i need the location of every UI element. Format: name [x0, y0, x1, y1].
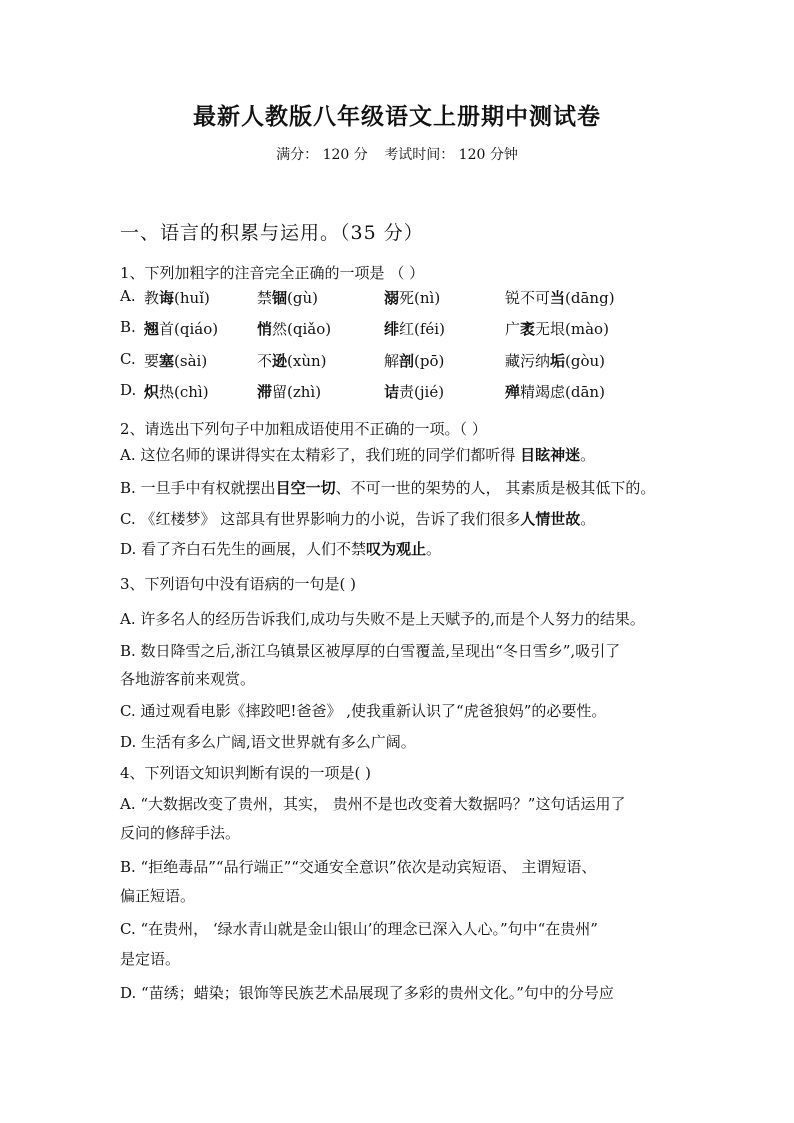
question-4-option-c: C. “在贵州， ‘绿水青山就是金山银山’的理念已深入人心。”句中“在贵州” [120, 920, 598, 938]
question-2-option-a: A. 这位名师的课讲得实在太精彩了，我们班的同学们都听得 目眩神迷。 [120, 446, 596, 464]
question-3-option-b-cont: 各地游客前来观赏。 [120, 670, 256, 688]
question-2-option-d: D. 看了齐白石先生的画展，人们不禁叹为观止。 [120, 540, 442, 558]
option-item: 滞留(zhì) [257, 383, 322, 401]
option-item: 绯红(féi) [384, 320, 445, 338]
question-4-option-d: D. “苗绣；蜡染；银饰等民族艺术品展现了多彩的贵州文化。”句中的分号应 [120, 984, 614, 1002]
option-label: D. [120, 381, 137, 399]
option-item: 溺死(nì) [384, 289, 441, 307]
question-4-option-b: B. “拒绝毒品”“品行端正”“交通安全意识”依次是动宾短语、 主谓短语、 [120, 858, 597, 876]
question-4-option-c-cont: 是定语。 [120, 950, 181, 968]
question-4-stem: 4、下列语文知识判断有误的一项是( ) [120, 764, 372, 782]
question-4-option-a-cont: 反问的修辞手法。 [120, 824, 241, 842]
option-item: 悄然(qiǎo) [257, 320, 332, 338]
option-item: 诘责(jié) [384, 383, 445, 401]
question-4-option-b-cont: 偏正短语。 [120, 887, 196, 905]
option-item: 藏污纳垢(gòu) [505, 352, 606, 370]
option-item: 殚精竭虑(dān) [505, 383, 605, 401]
option-label: B. [120, 318, 136, 336]
question-1-stem: 1、下列加粗字的注音完全正确的一项是 （ ） [120, 264, 425, 282]
option-item: 广袤无垠(mào) [505, 320, 609, 338]
exam-title: 最新人教版八年级语文上册期中测试卷 [193, 103, 601, 130]
question-3-option-d: D. 生活有多么广阔,语文世界就有多么广阔。 [120, 733, 416, 751]
exam-meta [0, 144, 794, 164]
full-score: 满分： 120 分 [276, 147, 368, 163]
question-2-option-b: B. 一旦手中有权就摆出目空一切、不可一世的架势的人， 其素质是极其低下的。 [120, 479, 656, 497]
option-item: 禁锢(gù) [257, 289, 318, 307]
option-label: C. [120, 350, 136, 368]
question-4-option-a: A. “大数据改变了贵州，其实， 贵州不是也改变着大数据吗？”这句话运用了 [120, 795, 626, 813]
question-3-option-a: A. 许多名人的经历告诉我们,成功与失败不是上天赋予的,而是个人努力的结果。 [120, 610, 645, 628]
question-2-stem: 2、请选出下列句子中加粗成语使用不正确的一项。（ ） [120, 420, 487, 438]
option-item: 不逊(xùn) [257, 352, 327, 370]
question-3-stem: 3、下列语句中没有语病的一句是( ) [120, 575, 357, 593]
option-item: 要塞(sài) [144, 352, 208, 370]
exam-time: 考试时间： 120 分钟 [384, 147, 518, 163]
question-2-option-c: C. 《红楼梦》 这部具有世界影响力的小说，告诉了我们很多人情世故。 [120, 510, 596, 528]
option-item: 解剖(pō) [384, 352, 445, 370]
option-item: 炽热(chì) [144, 383, 209, 401]
question-3-option-c: C. 通过观看电影《摔跤吧!爸爸》 ,使我重新认识了“虎爸狼妈”的必要性。 [120, 702, 607, 720]
option-label: A. [120, 287, 136, 305]
question-3-option-b: B. 数日降雪之后,浙江乌镇景区被厚厚的白雪覆盖,呈现出“冬日雪乡”,吸引了 [120, 642, 621, 660]
section-heading: 一、语言的积累与运用。（35 分） [120, 222, 424, 244]
option-item: 翘首(qiáo) [144, 320, 219, 338]
option-item: 教诲(huǐ) [144, 289, 210, 307]
option-item: 锐不可当(dāng) [505, 289, 615, 307]
